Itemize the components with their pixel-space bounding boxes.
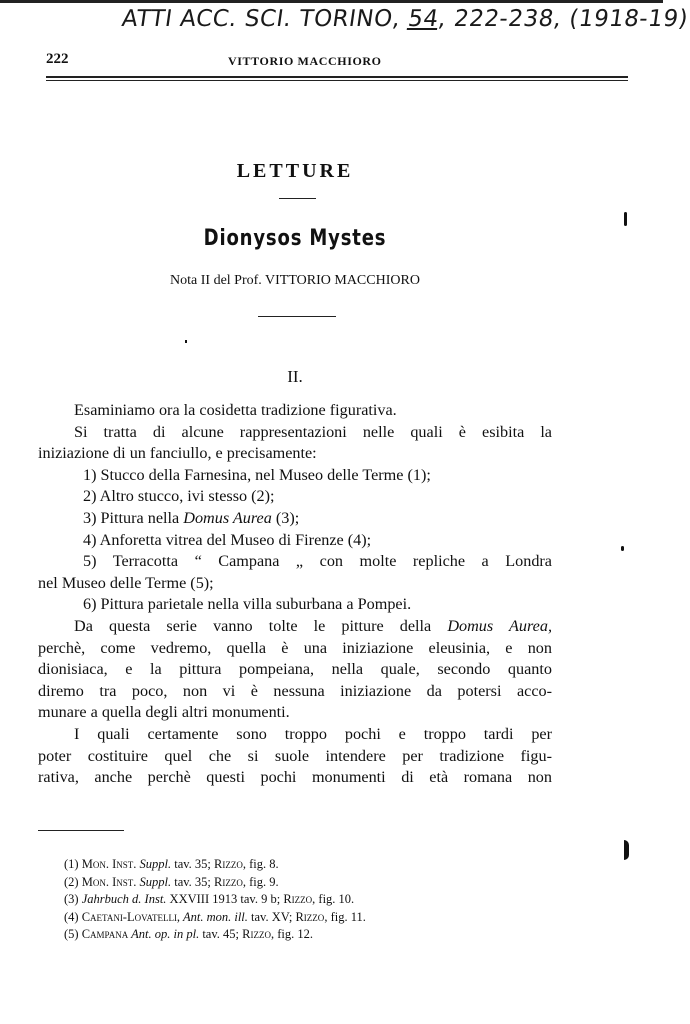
part-number: II.	[287, 367, 303, 386]
scan-mark	[624, 212, 627, 226]
list-item: 3) Pittura nella Domus Aurea (3);	[83, 508, 300, 527]
footnote: (2) Mon. Inst. Suppl. tav. 35; Rizzo, fig. 9.	[64, 874, 279, 889]
running-head: VITTORIO MACCHIORO	[228, 54, 382, 68]
body-line: iniziazione di un fanciullo, e precisamente:	[38, 444, 317, 463]
body-line: Da questa serie vanno tolte le pitture della Domus Aurea,	[74, 616, 552, 635]
body-line: poter costituire quel che si suole intendere per tradizione figu-	[38, 746, 552, 765]
body-line: munare a quella degli altri monumenti.	[38, 703, 290, 722]
scan-mark	[621, 546, 624, 551]
footnote: (1) Mon. Inst. Suppl. tav. 35; Rizzo, fig. 8.	[64, 857, 279, 871]
list-item: 4) Anforetta vitrea del Museo di Firenze (4);	[83, 530, 372, 549]
title-separator	[279, 198, 316, 199]
footnote: (4) Caetani-Lovatelli, Ant. mon. ill. tav. XV; Rizzo, fig. 11.	[64, 909, 366, 924]
body-text	[38, 400, 552, 789]
body-line: perchè, come vedremo, quella è una iniziazione eleusinia, e non	[38, 638, 552, 657]
body-line: Esaminiamo ora la cosidetta tradizione figurativa.	[74, 401, 397, 419]
article-title: Dionysos Mystes	[203, 226, 387, 251]
handwritten-annotation: ATTI ACC. SCI. TORINO, 54, 222-238, (1918-19)	[120, 6, 690, 32]
footnote-rule	[38, 830, 124, 831]
footnote: (5) Campana Ant. op. in pl. tav. 45; Rizzo, fig. 12.	[64, 927, 313, 942]
footnote: (3) Jahrbuch d. Inst. XXVIII 1913 tav. 9 b; Rizzo, fig. 10.	[64, 892, 355, 907]
list-item: 1) Stucco della Farnesina, nel Museo delle Terme (1);	[83, 465, 431, 484]
list-item: 6) Pittura parietale nella villa suburbana a Pompei.	[83, 595, 412, 614]
list-item-continuation: nel Museo delle Terme (5);	[38, 573, 214, 592]
scan-mark	[624, 840, 629, 860]
scan-mark	[185, 340, 187, 343]
body-line: diremo tra poco, non vi è nessuna iniziazione da potersi acco-	[38, 681, 552, 700]
header-rule	[46, 76, 628, 78]
annotation-volume: 54	[406, 6, 441, 32]
page-number: 222	[46, 51, 69, 67]
list-item: 5) Terracotta “ Campana „ con molte repliche a Londra	[83, 552, 552, 571]
section-title: LETTURE	[236, 160, 354, 182]
top-border	[0, 0, 663, 3]
body-line: rativa, anche perchè questi pochi monumenti di età romana non	[38, 768, 552, 787]
footnotes	[64, 856, 564, 944]
body-line: dionisiaca, e la pittura pompeiana, nella quale, secondo quanto	[38, 660, 552, 679]
article-subtitle: Nota II del Prof. VITTORIO MACCHIORO	[170, 273, 420, 288]
header-rule-thin	[46, 80, 628, 81]
body-line: Si tratta di alcune rappresentazioni nelle quali è esibita la	[74, 422, 552, 441]
body-line: I quali certamente sono troppo pochi e troppo tardi per	[74, 724, 552, 743]
list-item: 2) Altro stucco, ivi stesso (2);	[83, 487, 275, 506]
subtitle-separator	[258, 316, 336, 317]
